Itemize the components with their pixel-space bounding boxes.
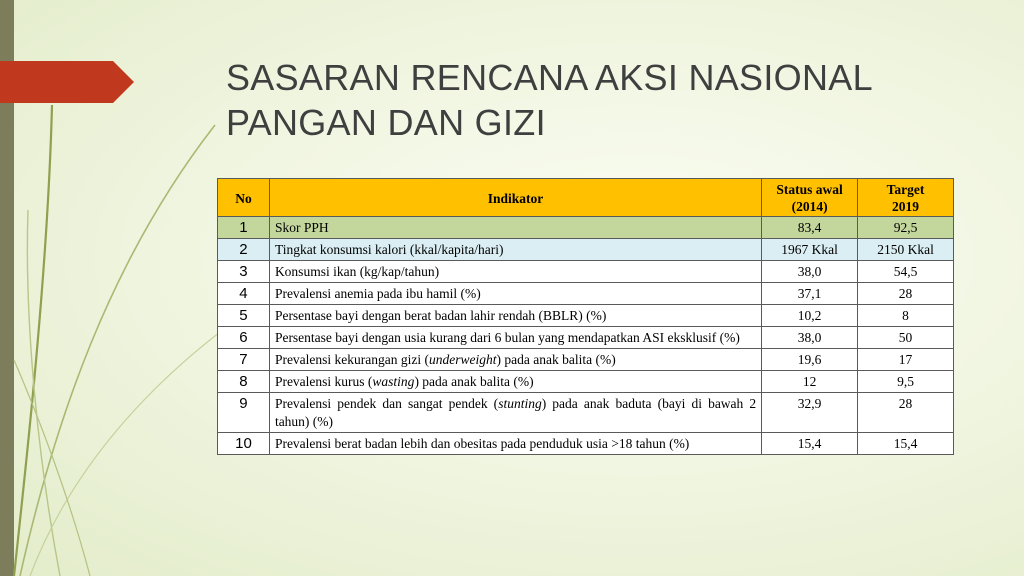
title-line-2: PANGAN DAN GIZI — [226, 102, 546, 143]
header-status — [762, 179, 858, 217]
row-number: 2 — [218, 239, 270, 261]
indicator-term: stunting — [498, 396, 542, 411]
header-status-line1: Status awal — [776, 182, 843, 197]
row-status-value: 37,1 — [762, 283, 858, 305]
row-target-value: 28 — [858, 393, 954, 433]
indicator-text: Prevalensi berat badan lebih dan obesitas pada penduduk usia >18 tahun (%) — [274, 436, 690, 451]
indicator-text: ) pada anak balita (%) — [496, 352, 616, 367]
table-row — [218, 283, 954, 305]
row-status-value: 12 — [762, 371, 858, 393]
indicator-text: Prevalensi kurus ( — [274, 374, 373, 389]
row-status-value: 1967 Kkal — [762, 239, 858, 261]
row-number: 10 — [218, 433, 270, 455]
row-target-value: 92,5 — [858, 217, 954, 239]
table-row — [218, 217, 954, 239]
row-status-value: 32,9 — [762, 393, 858, 433]
indicator-text: Persentase bayi dengan berat badan lahir rendah (BBLR) (%) — [274, 308, 607, 323]
row-target-value: 2150 Kkal — [858, 239, 954, 261]
indicator-table — [217, 178, 954, 455]
table-header-row — [218, 179, 954, 217]
row-indicator — [269, 433, 761, 455]
row-target-value: 17 — [858, 349, 954, 371]
table-row — [218, 349, 954, 371]
title-line-1: SASARAN RENCANA AKSI NASIONAL — [226, 57, 873, 98]
row-indicator — [269, 283, 761, 305]
row-number: 5 — [218, 305, 270, 327]
row-status-value: 38,0 — [762, 261, 858, 283]
indicator-text: Persentase bayi dengan usia kurang dari 6 bulan yang mendapatkan ASI eksklusif (%) — [274, 330, 740, 345]
row-indicator — [269, 261, 761, 283]
row-indicator — [269, 349, 761, 371]
row-target-value: 28 — [858, 283, 954, 305]
indicator-text: Prevalensi anemia pada ibu hamil (%) — [274, 286, 481, 301]
table-row — [218, 305, 954, 327]
indicator-text: Prevalensi pendek dan sangat pendek ( — [274, 396, 499, 411]
row-status-value: 38,0 — [762, 327, 858, 349]
row-indicator — [269, 217, 761, 239]
row-status-value: 10,2 — [762, 305, 858, 327]
table-row — [218, 433, 954, 455]
row-number: 1 — [218, 217, 270, 239]
table-row — [218, 327, 954, 349]
header-status-line2: (2014) — [791, 199, 828, 214]
row-indicator — [269, 393, 761, 433]
header-no: No — [218, 179, 270, 217]
row-indicator — [269, 239, 761, 261]
row-status-value: 83,4 — [762, 217, 858, 239]
row-indicator — [269, 305, 761, 327]
row-number: 3 — [218, 261, 270, 283]
header-indicator: Indikator — [269, 179, 761, 217]
indicator-text: Prevalensi kekurangan gizi ( — [274, 352, 430, 367]
slide-title — [226, 55, 986, 145]
table-row — [218, 393, 954, 433]
indicator-term: underweight — [429, 352, 497, 367]
indicator-text: ) pada anak baduta (bayi di bawah 2 tahun) (%) — [274, 396, 757, 429]
row-indicator — [269, 327, 761, 349]
row-number: 8 — [218, 371, 270, 393]
accent-arrow-tab — [0, 61, 134, 103]
indicator-text: Tingkat konsumsi kalori (kkal/kapita/hari) — [274, 242, 504, 257]
row-status-value: 19,6 — [762, 349, 858, 371]
indicator-text: Konsumsi ikan (kg/kap/tahun) — [274, 264, 440, 279]
table-row — [218, 371, 954, 393]
row-number: 7 — [218, 349, 270, 371]
table-row — [218, 261, 954, 283]
table-row — [218, 239, 954, 261]
row-number: 4 — [218, 283, 270, 305]
row-number: 6 — [218, 327, 270, 349]
row-indicator — [269, 371, 761, 393]
row-status-value: 15,4 — [762, 433, 858, 455]
header-target-line2: 2019 — [892, 199, 920, 214]
indicator-text: ) pada anak balita (%) — [414, 374, 534, 389]
row-number: 9 — [218, 393, 270, 433]
row-target-value: 50 — [858, 327, 954, 349]
indicator-text: Skor PPH — [274, 220, 329, 235]
row-target-value: 9,5 — [858, 371, 954, 393]
row-target-value: 15,4 — [858, 433, 954, 455]
row-target-value: 54,5 — [858, 261, 954, 283]
row-target-value: 8 — [858, 305, 954, 327]
indicator-term: wasting — [372, 374, 415, 389]
header-target-line1: Target — [886, 182, 925, 197]
header-target — [858, 179, 954, 217]
